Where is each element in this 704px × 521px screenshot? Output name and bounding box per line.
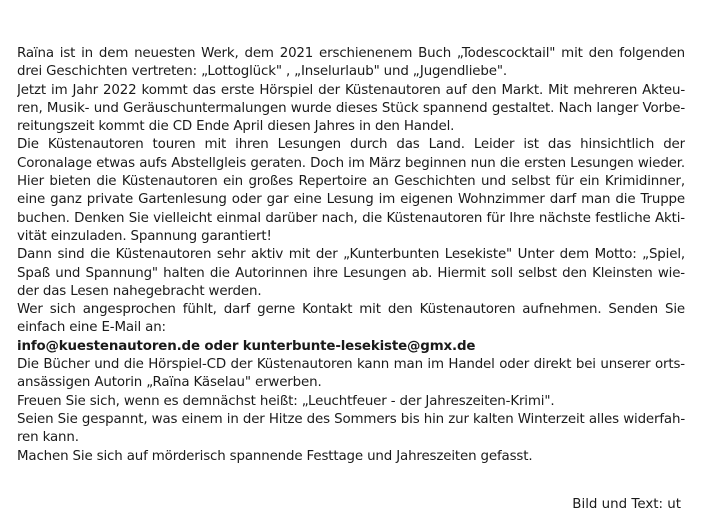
text-line: Freuen Sie sich, wenn es demnächst heißt: „Leuchtfeuer - der Jahreszeiten-Krimi".: [17, 393, 555, 409]
text-line: Spaß und Spannung" halten die Autorinnen ihre Lesungen ab. Hiermit soll selbst den Kleinsten wie-: [17, 265, 685, 281]
text-line: Wer sich angesprochen fühlt, darf gerne Kontakt mit den Küstenautoren aufnehmen. Senden Sie: [17, 302, 685, 318]
text-line: ren, Musik- und Geräuschuntermalungen wurde dieses Stück spannend gestaltet. Nach langer Vorbe-: [17, 100, 685, 116]
text-line: eine ganz private Gartenlesung oder gar eine Lesung im eigenen Wohnzimmer darf man die Truppe: [17, 192, 685, 208]
text-line: Jetzt im Jahr 2022 kommt das erste Hörspiel der Küstenautoren auf den Markt. Mit mehreren Akteu-: [17, 82, 685, 98]
text-line: Raïna ist in dem neuesten Werk, dem 2021 erschienenem Buch „Todescocktail" mit den folgenden: [17, 46, 685, 61]
text-line: Dann sind die Küstenautoren sehr aktiv mit der „Kunterbunten Lesekiste" Unter dem Motto: „Spiel,: [17, 247, 685, 263]
text-line: Seien Sie gespannt, was einem in der Hitze des Sommers bis hin zur kalten Winterzeit alles widerfah-: [17, 411, 685, 427]
text-line: drei Geschichten vertreten: „Lottoglück" , „Inselurlaub" und „Jugendliebe".: [17, 64, 507, 80]
text-line: vität einzuladen. Spannung garantiert!: [17, 228, 272, 244]
text-line: ren kann.: [17, 430, 79, 446]
contact-email-line: info@kuestenautoren.de oder kunterbunte-lesekiste@gmx.de: [17, 338, 476, 354]
text-line: ansässigen Autorin „Raïna Käselau" erwerben.: [17, 375, 322, 391]
text-line: Die Bücher und die Hörspiel-CD der Küstenautoren kann man im Handel oder direkt bei unserer orts-: [17, 357, 685, 373]
text-line: einfach eine E-Mail an:: [17, 320, 166, 336]
article-body: [17, 45, 685, 466]
text-line: Hier bieten die Küstenautoren ein großes Repertoire an Geschichten und selbst für ein Krimidinner,: [17, 174, 685, 190]
text-line: buchen. Denken Sie vielleicht einmal darüber nach, die Küstenautoren für Ihre nächste festliche Akti-: [17, 210, 685, 226]
text-line: der das Lesen nahegebracht werden.: [17, 283, 262, 299]
text-line: Machen Sie sich auf mörderisch spannende Festtage und Jahreszeiten gefasst.: [17, 448, 533, 464]
text-line: reitungszeit kommt die CD Ende April diesen Jahres in den Handel.: [17, 119, 455, 135]
photo-text-credit: Bild und Text: ut: [572, 497, 681, 512]
text-line: Die Küstenautoren touren mit ihren Lesungen durch das Land. Leider ist das hinsichtlich der: [17, 137, 685, 153]
text-line: Coronalage etwas aufs Abstellgleis geraten. Doch im März beginnen nun die ersten Lesungen wieder.: [17, 155, 685, 171]
